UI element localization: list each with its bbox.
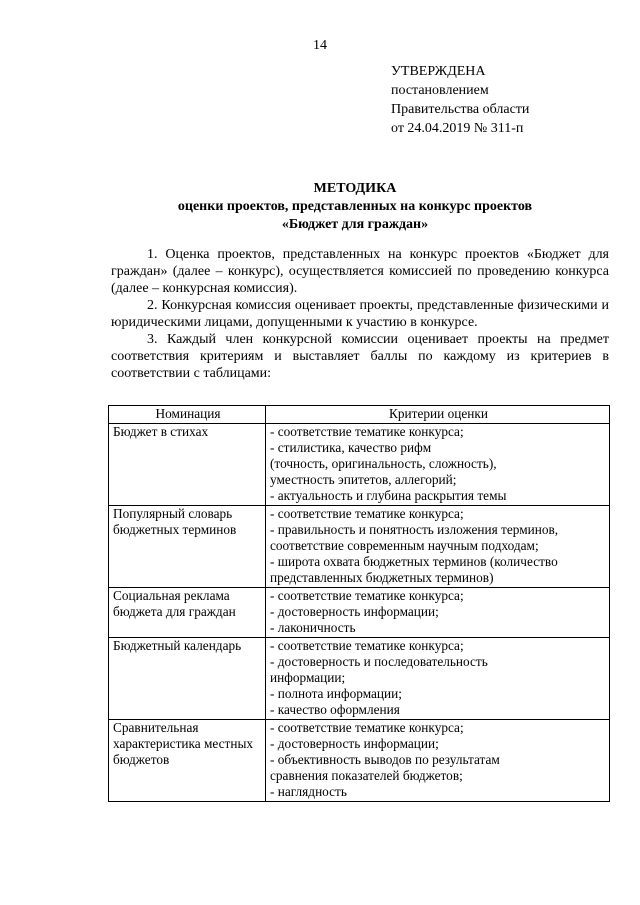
criteria-table	[108, 405, 610, 802]
header-criteria: Критерии оценки	[266, 406, 610, 424]
criteria-line: - полнота информации;	[270, 686, 402, 701]
criteria-cell	[266, 424, 610, 506]
criteria-line: - широта охвата бюджетных терминов (количество	[270, 554, 558, 569]
criteria-line: сравнения показателей бюджетов;	[270, 768, 463, 783]
body-text	[111, 246, 609, 382]
paragraph: 2. Конкурсная комиссия оценивает проекты, представленные физическими и юридическими лицами, допущенными к участию в конкурсе.	[111, 298, 609, 330]
approval-line: постановлением	[391, 83, 489, 98]
criteria-cell	[266, 588, 610, 638]
table-row	[109, 720, 610, 802]
criteria-line: - правильность и понятность изложения терминов,	[270, 522, 559, 537]
criteria-line: - достоверность и последовательность	[270, 654, 488, 669]
criteria-line: - соответствие тематике конкурса;	[270, 424, 464, 439]
nomination-cell: Бюджет в стихах	[109, 424, 266, 506]
table-row	[109, 588, 610, 638]
table-row	[109, 638, 610, 720]
criteria-line: - соответствие тематике конкурса;	[270, 638, 464, 653]
page-number: 14	[313, 38, 327, 53]
paragraph: 3. Каждый член конкурсной комиссии оценивает проекты на предмет соответствия критериям и выставляет баллы по каждому из критериев в соответствии с таблицами:	[111, 332, 609, 381]
criteria-cell	[266, 506, 610, 588]
criteria-line: уместность эпитетов, аллегорий;	[270, 472, 457, 487]
nomination-cell: Популярный словарь бюджетных терминов	[109, 506, 266, 588]
table-row	[109, 506, 610, 588]
table-header-row	[109, 406, 610, 424]
nomination-cell: Бюджетный календарь	[109, 638, 266, 720]
criteria-line: соответствие современным научным подходам;	[270, 538, 539, 553]
approval-line: УТВЕРЖДЕНА	[391, 64, 486, 79]
approval-line: Правительства области	[391, 102, 530, 117]
title-line: МЕТОДИКА	[313, 181, 397, 196]
criteria-cell	[266, 638, 610, 720]
title-line: «Бюджет для граждан»	[281, 217, 429, 232]
criteria-line: представленных бюджетных терминов)	[270, 570, 494, 585]
approval-stamp	[391, 62, 529, 138]
criteria-line: - лаконичность	[270, 620, 356, 635]
criteria-line: - соответствие тематике конкурса;	[270, 588, 464, 603]
criteria-line: - объективность выводов по результатам	[270, 752, 500, 767]
nomination-cell: Социальная реклама бюджета для граждан	[109, 588, 266, 638]
title-line: оценки проектов, представленных на конкурс проектов	[177, 199, 533, 214]
criteria-line: - наглядность	[270, 784, 347, 799]
criteria-line: - качество оформления	[270, 702, 400, 717]
criteria-line: - стилистика, качество рифм	[270, 440, 432, 455]
criteria-cell	[266, 720, 610, 802]
criteria-line: информации;	[270, 670, 346, 685]
criteria-line: - достоверность информации;	[270, 604, 439, 619]
criteria-line: (точность, оригинальность, сложность),	[270, 456, 497, 471]
criteria-line: - соответствие тематике конкурса;	[270, 720, 464, 735]
criteria-line: - достоверность информации;	[270, 736, 439, 751]
approval-line: от 24.04.2019 № 311-п	[391, 121, 524, 136]
criteria-line: - актуальность и глубина раскрытия темы	[270, 488, 507, 503]
header-nomination: Номинация	[109, 406, 266, 424]
document-title	[0, 180, 640, 234]
paragraph: 1. Оценка проектов, представленных на конкурс проектов «Бюджет для граждан» (далее – конкурс), осуществляется комиссией по проведению конкурса (далее – конкурсная комиссия).	[111, 247, 609, 296]
table-row	[109, 424, 610, 506]
nomination-cell: Сравнительная характеристика местных бюджетов	[109, 720, 266, 802]
criteria-line: - соответствие тематике конкурса;	[270, 506, 464, 521]
